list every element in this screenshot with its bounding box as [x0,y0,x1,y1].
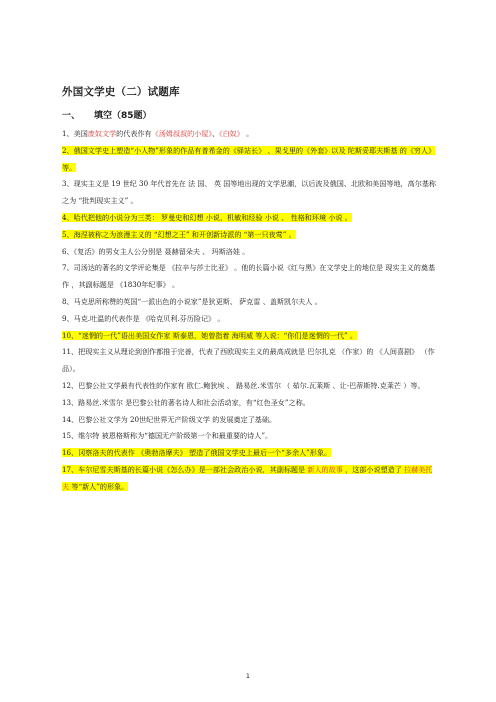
section-number: 一、 [62,111,81,121]
text-segment: 11、把现实主义从理论到创作都推于完善，代表了西欧现实主义的最高成就是 巴尔扎克 （作家）的 《人间喜剧》 （作品）。 [62,347,435,374]
question-item [62,210,436,227]
text-segment: 8、马克思所称赞的英国“一派出色的小说家”是狄更斯、 萨克雷 、盖斯凯尔夫人 。 [62,296,322,306]
answer-text: 废奴文学 [87,129,117,138]
text-segment: 14、巴黎公社文学为 20世纪世界无产阶级文学 的发展奠定了基础。 [62,414,277,424]
page-number: 1 [245,672,251,680]
question-item [62,395,436,412]
text-segment: 5、海涅被称之为浪漫主义的 “幻想之王” 和开创新诗派的 “第一只夜莺” 。 [62,229,296,239]
question-item [62,311,436,328]
text-segment: 10、“迷惘的一代”语出美国女作家 斯泰恩，她曾指着 海明威 等人说：“你们是迷惘的一代” 。 [62,330,358,340]
highlighted-text [62,448,331,457]
highlighted-text [62,213,352,222]
text-segment: 的代表作有 [116,129,152,138]
question-item [62,328,436,345]
question-item [62,126,436,143]
question-text [62,431,272,440]
text-segment: 15、维尔特 被恩格斯称为“德国无产阶级第一个和最重要的诗人”。 [62,431,273,441]
highlighted-text [62,230,296,239]
question-text [62,263,435,289]
question-text [62,347,435,373]
text-segment: 17、车尔尼雪夫斯基的长篇小说《怎么办》是一部社会政治小说，其副标题是 [62,464,308,474]
text-segment: 6、《复活》的男女主人公分别是 聂赫留朵夫 、 玛斯洛娃 。 [62,246,250,256]
text-segment: 13、路易丝.米雪尔 是巴黎公社的著名诗人和社会活动家，有“红色圣女”之称。 [62,397,310,407]
highlighted-text [62,465,432,491]
question-text [62,398,310,407]
highlighted-text [62,146,435,172]
question-item [62,462,436,496]
answer-text: 《汤姆叔叔的小屋》 [151,129,212,138]
question-list [62,126,436,496]
section-title: 填空（85题） [94,111,152,121]
question-text [62,381,425,390]
answer-text: 《白奴》 [219,129,244,138]
text-segment: ，这部小说塑造了 [342,464,405,474]
question-text [62,179,436,205]
text-segment: 12、巴黎公社文学最有代表性的作家有 欧仁.鲍狄埃 、 路易丝.米雪尔 （ 茹尔.瓦莱斯 、让-巴蒂斯特.克莱芒 ）等。 [62,380,425,390]
text-segment: 9、马克.吐温的代表作是 《哈克贝利.芬历险记》 。 [62,313,225,323]
question-item [62,344,436,378]
question-item [62,143,436,177]
question-item [62,176,436,210]
question-item [62,244,436,261]
text-segment: 1、美国 [62,129,88,138]
text-segment: 16、冈察洛夫的代表作 《奥勃洛摩夫》 塑造了俄国文学史上最后一个“多余人”形象。 [62,448,332,458]
text-segment: 等“新人”的形象。 [69,481,129,491]
document-title: 外国文学史（二）试题库 [62,86,180,98]
text-segment: 、 [211,129,220,138]
question-item [62,412,436,429]
text-segment: 3、现实主义是 19 世纪 30 年代首先在 法 国、 英 国等地出现的文学思潮，以后波及俄国、北欧和美国等地，高尔基称之为 “批判现实主义” 。 [62,179,437,206]
question-item [62,378,436,395]
question-item [62,227,436,244]
question-text [62,415,276,424]
section-heading [62,108,152,121]
text-segment: 7、司汤达的著名的文学评论集是 《拉辛与莎士比亚》 。他的长篇小说《红与黑》在文学史上的地位是 现实主义的奠基作 ，其副标题是 《1830年纪事》 。 [62,263,436,290]
text-segment: 4、哈代把他的小说分为三类： 罗曼史和幻想 小说、机敏和经验 小说 、 性格和环境 小说 。 [62,212,352,222]
question-text [62,247,249,256]
question-text [62,129,253,138]
text-segment: 2、俄国文学史上塑造“小人物”形象的作品有普希金的《驿站长》 、果戈里的《外套》以及 陀斯妥耶夫斯基 的《穷人》等。 [62,145,436,172]
question-item [62,428,436,445]
question-text [62,314,225,323]
answer-text: 新人的故事 [307,464,343,474]
question-item [62,294,436,311]
question-item [62,445,436,462]
text-segment: 。 [243,129,254,138]
answer-text: 拉赫美托夫 [62,464,433,491]
question-item [62,260,436,294]
highlighted-text [62,331,357,340]
question-text [62,297,322,306]
